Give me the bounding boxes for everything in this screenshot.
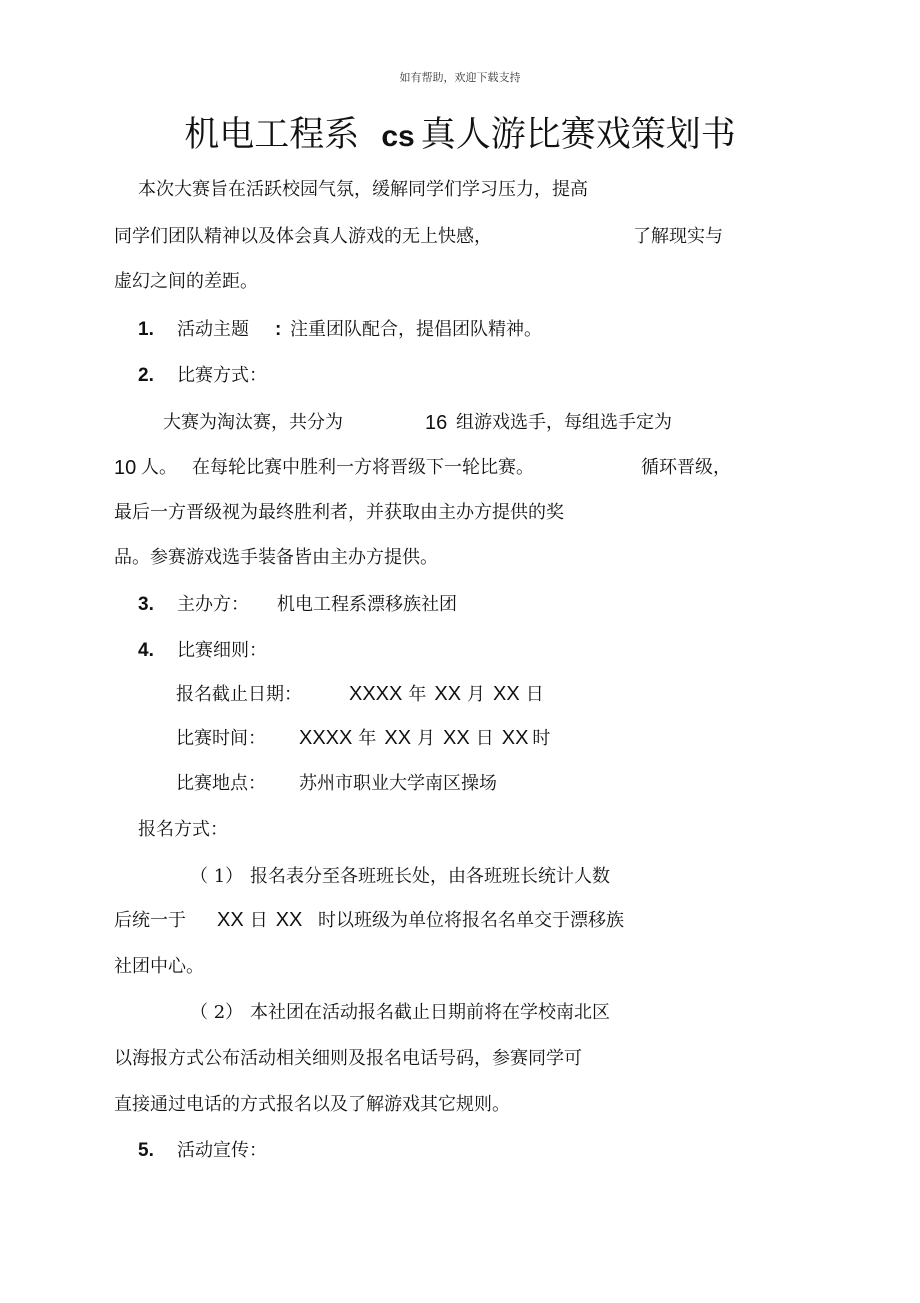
section-1-number: 1. xyxy=(138,319,154,340)
match-time-value xyxy=(299,728,550,748)
deadline-label: 报名截止日期： xyxy=(176,684,302,705)
intro-line-1: 本次大赛旨在活跃校园气氛，缓解同学们学习压力，提高 xyxy=(138,179,588,200)
deadline-day: XX xyxy=(493,683,520,705)
intro-line-2a: 同学们团队精神以及体会真人游戏的无上快感， xyxy=(114,226,492,247)
section-3-number: 3. xyxy=(138,594,154,615)
deadline-month: XX xyxy=(434,683,462,705)
section-2-label: 比赛方式： xyxy=(177,365,267,386)
intro-line-3: 虚幻之间的差距。 xyxy=(114,271,258,292)
section-1-colon: : xyxy=(275,319,282,340)
section-3-org: 机电工程系漂移族社团 xyxy=(277,594,457,615)
section-2-line-2c: 循环晋级， xyxy=(641,457,731,478)
signup-item-2-number: （ 2） xyxy=(190,1002,244,1023)
signup-item-1-line-2a: 后统一于 xyxy=(114,910,186,931)
title-text-pre: 机电工程系 xyxy=(184,115,360,155)
deadline-day-unit: 日 xyxy=(525,684,544,705)
section-2-count: 10 xyxy=(114,457,137,479)
title-text-post: 真人游比赛戏策划书 xyxy=(420,115,736,155)
deadline-value xyxy=(349,684,544,704)
match-month: XX xyxy=(384,727,412,749)
match-day-unit: 日 xyxy=(475,728,494,749)
deadline-month-unit: 月 xyxy=(467,684,486,705)
signup-item-2-line-2: 以海报方式公布活动相关细则及报名电话号码，参赛同学可 xyxy=(114,1048,582,1069)
venue-label: 比赛地点： xyxy=(176,773,266,794)
signup-item-2-line-3: 直接通过电话的方式报名以及了解游戏其它规则。 xyxy=(114,1094,510,1115)
signup-item-2-line-1: 本社团在活动报名截止日期前将在学校南北区 xyxy=(250,1002,610,1023)
section-2-groups: 16 xyxy=(425,412,448,434)
section-1-text: 注重团队配合，提倡团队精神。 xyxy=(290,319,542,340)
match-month-unit: 月 xyxy=(417,728,436,749)
match-hour: XX xyxy=(501,727,529,749)
intro-line-2b: 了解现实与 xyxy=(633,226,723,247)
venue-value: 苏州市职业大学南区操场 xyxy=(299,773,497,794)
signup-item-1-number: （ 1） xyxy=(190,866,244,887)
section-2-line-1b: 组游戏选手，每组选手定为 xyxy=(456,412,672,433)
match-hour-unit: 时 xyxy=(532,728,551,749)
section-5-number: 5. xyxy=(138,1140,154,1161)
deadline-year-unit: 年 xyxy=(408,684,427,705)
title-text-latin: cs xyxy=(381,120,415,153)
signup-item-1-line-2b: 时以班级为单位将报名名单交于漂移族 xyxy=(318,910,624,931)
match-year-unit: 年 xyxy=(358,728,377,749)
section-2-line-1a: 大赛为淘汰赛，共分为 xyxy=(163,412,343,433)
signup-hour: XX xyxy=(275,909,303,931)
section-2-line-2b: 在每轮比赛中胜利一方将晋级下一轮比赛。 xyxy=(192,457,534,478)
page-header-note: 如有帮助，欢迎下载支持 xyxy=(399,71,521,84)
signup-item-1-time xyxy=(217,910,302,930)
signup-item-1-line-3: 社团中心。 xyxy=(114,956,204,977)
match-day: XX xyxy=(443,727,470,749)
section-2-line-4: 品。参赛游戏选手装备皆由主办方提供。 xyxy=(114,547,438,568)
signup-day-unit: 日 xyxy=(249,910,268,931)
match-year: XXXX xyxy=(299,727,353,749)
signup-day: XX xyxy=(217,909,244,931)
deadline-year: XXXX xyxy=(349,683,403,705)
section-4-number: 4. xyxy=(138,640,154,661)
match-time-label: 比赛时间： xyxy=(176,728,266,749)
section-2-line-2a: 人。 xyxy=(141,457,177,478)
signup-heading: 报名方式： xyxy=(138,819,228,840)
section-4-label: 比赛细则： xyxy=(177,640,267,661)
section-3-label: 主办方： xyxy=(177,594,249,615)
section-2-line-3: 最后一方晋级视为最终胜利者，并获取由主办方提供的奖 xyxy=(114,502,564,523)
section-1-label: 活动主题 xyxy=(177,319,249,340)
signup-item-1-line-1: 报名表分至各班班长处，由各班班长统计人数 xyxy=(250,866,610,887)
document-title xyxy=(0,115,920,155)
section-2-number: 2. xyxy=(138,365,154,386)
section-5-label: 活动宣传： xyxy=(177,1140,267,1161)
